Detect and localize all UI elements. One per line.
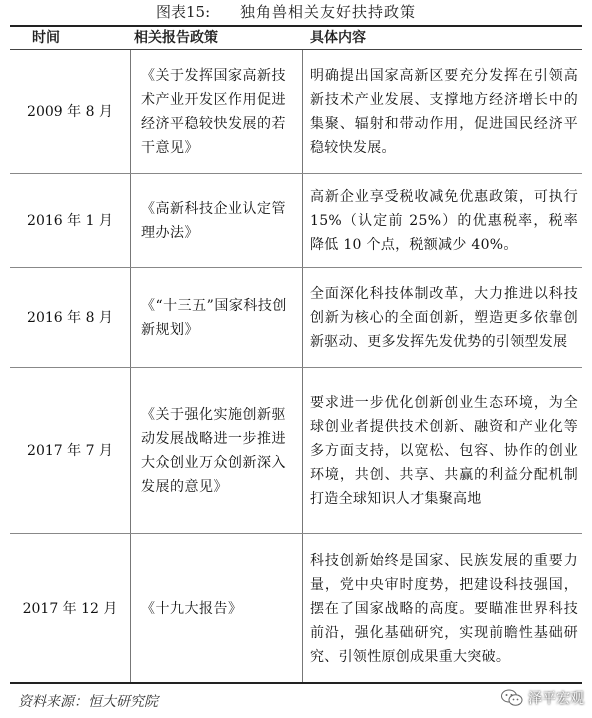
watermark xyxy=(501,688,584,708)
caption-title: 独角兽相关友好扶持政策 xyxy=(240,3,417,21)
bottom-rule xyxy=(10,682,582,684)
content-cell: 全面深化科技体制改革，大力推进以科技创新为核心的全面创新，塑造更多依靠创新驱动、更多发挥先发优势的引领型发展 xyxy=(310,286,578,350)
table-header xyxy=(10,27,582,49)
time-cell: 2016 年 8 月 xyxy=(27,310,113,326)
time-cell: 2009 年 8 月 xyxy=(27,104,113,120)
policy-cell: 《高新科技企业认定管理办法》 xyxy=(141,201,286,241)
policy-cell: 《关于发挥国家高新技术产业开发区作用促进经济平稳较快发展的若干意见》 xyxy=(141,68,286,156)
header-policy: 相关报告政策 xyxy=(134,30,218,46)
wechat-icon xyxy=(501,689,523,707)
table-row xyxy=(10,534,582,684)
header-time: 时间 xyxy=(32,30,60,46)
policy-cell: 《“十三五”国家科技创新规划》 xyxy=(141,298,287,338)
content-cell: 科技创新始终是国家、民族发展的重要力量，党中央审时度势，把建设科技强国，摆在了国家战略的高度。要瞄准世界科技前沿，强化基础研究，实现前瞻性基础研究、引领性原创成果重大突破。 xyxy=(310,553,578,665)
table-row xyxy=(10,174,582,268)
policy-cell: 《关于强化实施创新驱动发展战略进一步推进大众创业万众创新深入发展的意见》 xyxy=(141,407,286,495)
content-cell: 高新企业享受税收减免优惠政策，可执行 15%（认定前 25%）的优惠税率，税率降低 10 个点，税额减少 40%。 xyxy=(310,189,578,253)
source-note: 资料来源：恒大研究院 xyxy=(18,694,158,710)
policy-cell: 《十九大报告》 xyxy=(141,601,243,617)
time-cell: 2016 年 1 月 xyxy=(27,213,113,229)
content-cell: 要求进一步优化创新创业生态环境，为全球创业者提供技术创新、融资和产业化等多方面支持，以宽松、包容、协作的创业环境，共创、共享、共赢的利益分配机制打造全球知识人才集聚高地 xyxy=(310,395,578,507)
header-content: 具体内容 xyxy=(310,30,366,46)
caption-number: 图表15: xyxy=(156,3,211,21)
table-row xyxy=(10,50,582,174)
table-row xyxy=(10,268,582,368)
time-cell: 2017 年 12 月 xyxy=(22,601,118,617)
table-row xyxy=(10,368,582,534)
watermark-text: 泽平宏观 xyxy=(528,691,584,707)
table-caption xyxy=(0,0,592,24)
time-cell: 2017 年 7 月 xyxy=(27,443,113,459)
content-cell: 明确提出国家高新区要充分发挥在引领高新技术产业发展、支撑地方经济增长中的集聚、辐射和带动作用，促进国民经济平稳较快发展。 xyxy=(310,68,578,156)
